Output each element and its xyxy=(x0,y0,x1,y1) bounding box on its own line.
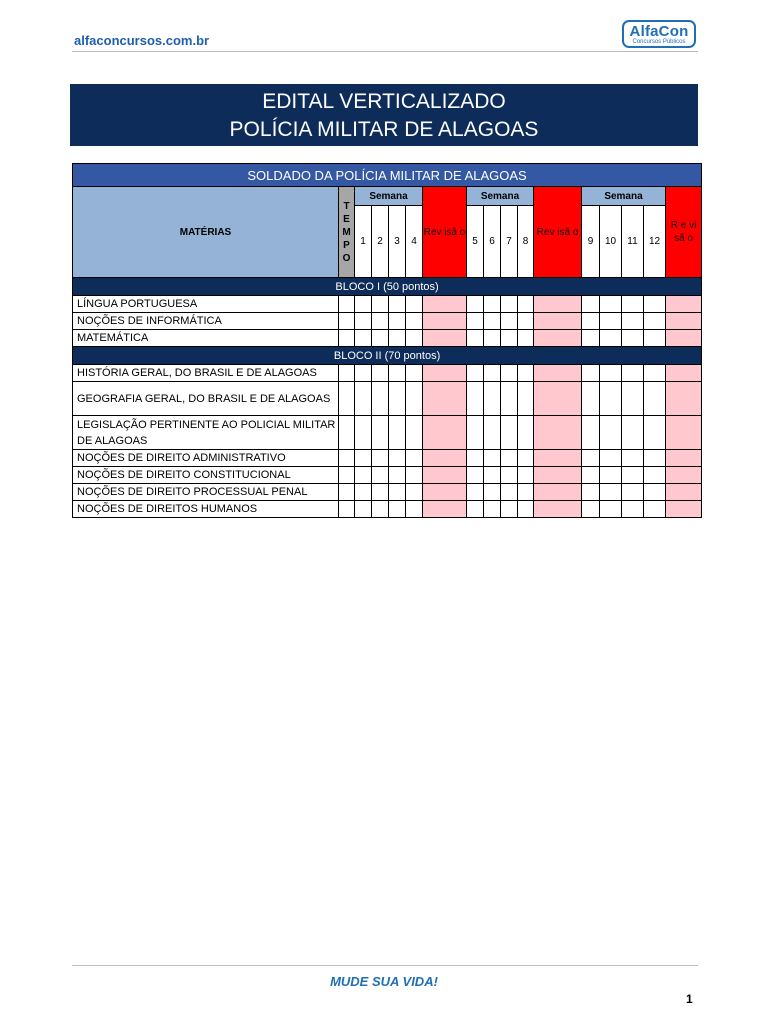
tempo-cell xyxy=(339,484,355,501)
week-cell xyxy=(372,467,389,484)
week-cell xyxy=(467,330,484,347)
week-cell xyxy=(644,416,666,450)
week-cell xyxy=(518,382,534,416)
week-cell xyxy=(406,382,423,416)
week-cell xyxy=(644,467,666,484)
week-cell xyxy=(644,330,666,347)
subject-row xyxy=(73,365,702,382)
week-cell xyxy=(600,382,622,416)
subject-row xyxy=(73,501,702,518)
subject-label: HISTÓRIA GERAL, DO BRASIL E DE ALAGOAS xyxy=(73,365,339,382)
week-cell xyxy=(644,313,666,330)
revisao-cell xyxy=(534,313,582,330)
header-divider xyxy=(72,51,698,52)
title-line-1: EDITAL VERTICALIZADO xyxy=(262,90,506,113)
revisao-cell xyxy=(423,416,467,450)
week-cell xyxy=(355,467,372,484)
week-number: 12 xyxy=(644,206,666,278)
revisao-cell xyxy=(666,313,702,330)
revisao-cell xyxy=(534,484,582,501)
revisao-cell xyxy=(666,365,702,382)
week-cell xyxy=(518,330,534,347)
week-cell xyxy=(406,416,423,450)
revisao-header-3: R e vi sã o xyxy=(666,187,702,278)
revisao-cell xyxy=(423,467,467,484)
subject-label: NOÇÕES DE DIREITO ADMINISTRATIVO xyxy=(73,450,339,467)
week-cell xyxy=(622,382,644,416)
week-cell xyxy=(582,484,600,501)
week-cell xyxy=(582,365,600,382)
subject-label: NOÇÕES DE INFORMÁTICA xyxy=(73,313,339,330)
week-cell xyxy=(355,313,372,330)
week-cell xyxy=(484,416,501,450)
materias-header: MATÉRIAS xyxy=(73,187,339,278)
week-cell xyxy=(518,450,534,467)
week-cell xyxy=(644,484,666,501)
week-number: 8 xyxy=(518,206,534,278)
week-cell xyxy=(355,382,372,416)
week-cell xyxy=(372,330,389,347)
week-cell xyxy=(372,365,389,382)
week-number: 6 xyxy=(484,206,501,278)
bloco-1-header: BLOCO I (50 pontos) xyxy=(73,278,702,296)
week-cell xyxy=(501,313,518,330)
week-cell xyxy=(600,450,622,467)
week-cell xyxy=(389,330,406,347)
section-title: SOLDADO DA POLÍCIA MILITAR DE ALAGOAS xyxy=(73,164,702,187)
week-cell xyxy=(600,501,622,518)
subject-row xyxy=(73,296,702,313)
week-cell xyxy=(644,365,666,382)
week-cell xyxy=(644,501,666,518)
week-cell xyxy=(501,382,518,416)
week-cell xyxy=(484,467,501,484)
tempo-cell xyxy=(339,501,355,518)
week-cell xyxy=(644,296,666,313)
week-cell xyxy=(518,484,534,501)
week-cell xyxy=(600,365,622,382)
tempo-cell xyxy=(339,313,355,330)
week-cell xyxy=(484,382,501,416)
week-cell xyxy=(622,365,644,382)
tempo-cell xyxy=(339,450,355,467)
subject-row xyxy=(73,450,702,467)
week-cell xyxy=(518,313,534,330)
week-number: 9 xyxy=(582,206,600,278)
week-cell xyxy=(355,365,372,382)
week-cell xyxy=(406,450,423,467)
revisao-header-1: Rev isã o xyxy=(423,187,467,278)
week-cell xyxy=(484,296,501,313)
week-cell xyxy=(582,501,600,518)
week-cell xyxy=(582,382,600,416)
revisao-cell xyxy=(666,450,702,467)
week-cell xyxy=(600,467,622,484)
week-cell xyxy=(406,365,423,382)
week-cell xyxy=(501,416,518,450)
revisao-cell xyxy=(666,467,702,484)
week-cell xyxy=(372,416,389,450)
revisao-cell xyxy=(534,501,582,518)
week-number: 3 xyxy=(389,206,406,278)
week-cell xyxy=(389,467,406,484)
week-cell xyxy=(518,501,534,518)
subject-row xyxy=(73,330,702,347)
tempo-cell xyxy=(339,467,355,484)
revisao-cell xyxy=(666,296,702,313)
subject-row xyxy=(73,467,702,484)
week-cell xyxy=(355,501,372,518)
week-cell xyxy=(622,313,644,330)
revisao-cell xyxy=(534,467,582,484)
subject-label: NOÇÕES DE DIREITO CONSTITUCIONAL xyxy=(73,467,339,484)
week-cell xyxy=(518,416,534,450)
tempo-cell xyxy=(339,365,355,382)
week-cell xyxy=(582,467,600,484)
week-cell xyxy=(582,416,600,450)
week-cell xyxy=(484,313,501,330)
week-cell xyxy=(355,484,372,501)
week-cell xyxy=(582,296,600,313)
week-cell xyxy=(355,416,372,450)
week-number: 7 xyxy=(501,206,518,278)
week-cell xyxy=(372,484,389,501)
week-cell xyxy=(372,382,389,416)
week-cell xyxy=(372,296,389,313)
week-number: 4 xyxy=(406,206,423,278)
subject-row xyxy=(73,484,702,501)
revisao-cell xyxy=(534,365,582,382)
subject-row xyxy=(73,416,702,450)
week-cell xyxy=(518,467,534,484)
week-cell xyxy=(501,365,518,382)
week-cell xyxy=(501,501,518,518)
subject-label: LEGISLAÇÃO PERTINENTE AO POLICIAL MILITAR DE ALAGOAS xyxy=(73,416,339,450)
revisao-cell xyxy=(423,313,467,330)
page-number: 1 xyxy=(686,992,693,1006)
week-header-3: Semana xyxy=(582,187,666,206)
week-cell xyxy=(389,313,406,330)
week-cell xyxy=(406,501,423,518)
revisao-cell xyxy=(423,365,467,382)
week-cell xyxy=(484,330,501,347)
week-cell xyxy=(622,450,644,467)
revisao-cell xyxy=(534,382,582,416)
revisao-cell xyxy=(423,330,467,347)
document-title xyxy=(70,84,698,146)
week-cell xyxy=(467,296,484,313)
week-cell xyxy=(372,501,389,518)
week-cell xyxy=(467,416,484,450)
week-cell xyxy=(518,365,534,382)
subject-label: MATEMÁTICA xyxy=(73,330,339,347)
week-cell xyxy=(389,416,406,450)
subject-row xyxy=(73,382,702,416)
week-cell xyxy=(600,330,622,347)
subject-label: GEOGRAFIA GERAL, DO BRASIL E DE ALAGOAS xyxy=(73,382,339,416)
slogan: MUDE SUA VIDA! xyxy=(330,974,438,989)
revisao-cell xyxy=(423,450,467,467)
week-cell xyxy=(644,382,666,416)
week-number: 2 xyxy=(372,206,389,278)
tempo-cell xyxy=(339,330,355,347)
week-number: 11 xyxy=(622,206,644,278)
week-cell xyxy=(406,296,423,313)
week-cell xyxy=(389,450,406,467)
revisao-cell xyxy=(534,450,582,467)
week-cell xyxy=(644,450,666,467)
week-cell xyxy=(501,484,518,501)
week-cell xyxy=(582,313,600,330)
tempo-cell xyxy=(339,296,355,313)
week-cell xyxy=(484,484,501,501)
revisao-cell xyxy=(666,484,702,501)
site-link[interactable]: alfaconcursos.com.br xyxy=(74,33,210,48)
subject-label: LÍNGUA PORTUGUESA xyxy=(73,296,339,313)
week-cell xyxy=(406,484,423,501)
week-header-1: Semana xyxy=(355,187,423,206)
week-cell xyxy=(484,365,501,382)
subject-label: NOÇÕES DE DIREITOS HUMANOS xyxy=(73,501,339,518)
tempo-cell xyxy=(339,382,355,416)
week-cell xyxy=(622,484,644,501)
week-cell xyxy=(501,330,518,347)
week-cell xyxy=(467,484,484,501)
logo-subtitle: Concursos Públicos xyxy=(632,39,686,45)
week-header-2: Semana xyxy=(467,187,534,206)
week-cell xyxy=(600,416,622,450)
week-cell xyxy=(501,296,518,313)
week-cell xyxy=(389,382,406,416)
week-number: 1 xyxy=(355,206,372,278)
week-cell xyxy=(600,313,622,330)
week-cell xyxy=(389,484,406,501)
week-cell xyxy=(467,382,484,416)
week-number: 10 xyxy=(600,206,622,278)
week-cell xyxy=(600,296,622,313)
week-cell xyxy=(355,296,372,313)
week-cell xyxy=(389,296,406,313)
week-cell xyxy=(622,416,644,450)
week-cell xyxy=(406,330,423,347)
revisao-cell xyxy=(423,382,467,416)
week-cell xyxy=(467,450,484,467)
week-cell xyxy=(355,330,372,347)
revisao-cell xyxy=(666,330,702,347)
logo-word: AlfaCon xyxy=(629,23,689,40)
week-cell xyxy=(467,313,484,330)
study-plan-table xyxy=(72,163,702,518)
week-cell xyxy=(406,313,423,330)
week-cell xyxy=(582,450,600,467)
revisao-cell xyxy=(534,416,582,450)
week-cell xyxy=(518,296,534,313)
week-cell xyxy=(600,484,622,501)
revisao-cell xyxy=(423,296,467,313)
week-cell xyxy=(467,501,484,518)
tempo-header: T E M P O xyxy=(339,187,355,278)
week-cell xyxy=(582,330,600,347)
revisao-cell xyxy=(534,296,582,313)
week-cell xyxy=(501,450,518,467)
week-cell xyxy=(355,450,372,467)
revisao-cell xyxy=(534,330,582,347)
subject-label: NOÇÕES DE DIREITO PROCESSUAL PENAL xyxy=(73,484,339,501)
week-cell xyxy=(389,501,406,518)
week-cell xyxy=(484,501,501,518)
week-cell xyxy=(467,467,484,484)
revisao-cell xyxy=(423,484,467,501)
revisao-header-2: Rev isã o xyxy=(534,187,582,278)
subject-row xyxy=(73,313,702,330)
week-cell xyxy=(372,450,389,467)
week-cell xyxy=(622,330,644,347)
footer-divider xyxy=(72,965,698,966)
week-cell xyxy=(622,467,644,484)
week-cell xyxy=(501,467,518,484)
week-cell xyxy=(372,313,389,330)
week-cell xyxy=(484,450,501,467)
revisao-cell xyxy=(666,416,702,450)
week-cell xyxy=(622,296,644,313)
alfacon-logo xyxy=(622,20,696,48)
revisao-cell xyxy=(423,501,467,518)
week-cell xyxy=(389,365,406,382)
revisao-cell xyxy=(666,382,702,416)
revisao-cell xyxy=(666,501,702,518)
tempo-cell xyxy=(339,416,355,450)
week-cell xyxy=(622,501,644,518)
bloco-2-header: BLOCO II (70 pontos) xyxy=(73,347,702,365)
week-cell xyxy=(467,365,484,382)
week-cell xyxy=(406,467,423,484)
week-number: 5 xyxy=(467,206,484,278)
title-line-2: POLÍCIA MILITAR DE ALAGOAS xyxy=(229,118,539,141)
